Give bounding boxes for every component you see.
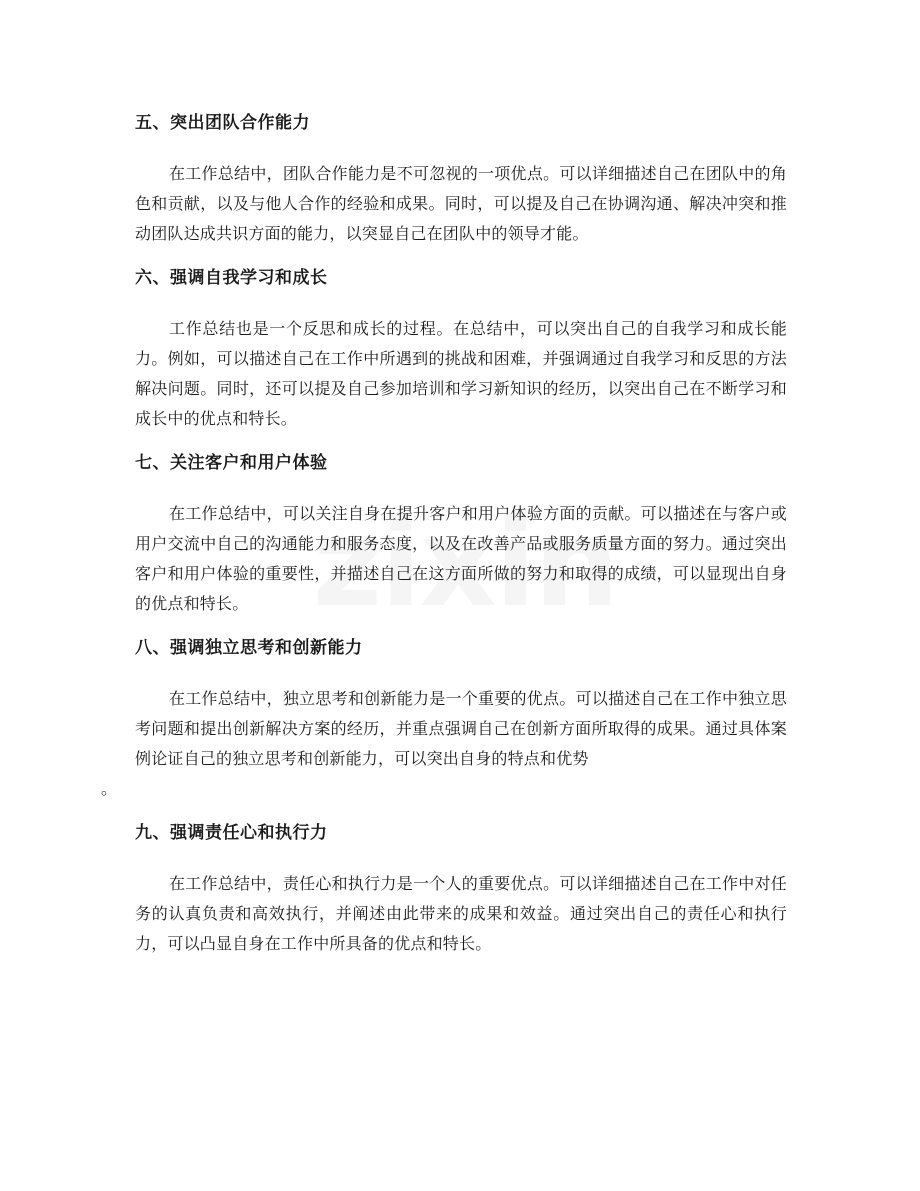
- body-line: 工作总结也是一个反思和成长的过程。在总结中，可以突出自己的自我学习和: [169, 319, 738, 338]
- body-line: 以突出自己在不断学习和成长中的优点和特长。: [135, 379, 787, 428]
- section-body: [135, 499, 787, 619]
- section-body: [101, 684, 787, 804]
- body-line: 成长能力。例如，可以描述自己在工作中所遇到的挑战和困难，并强调通过自我学: [135, 319, 787, 368]
- body-line: 的责任心和执行力，可以凸显自身在工作中所具备的优点和特长。: [135, 904, 787, 953]
- body-line: 成果。通过具体案例论证自己的独立思考和创新能力，可以突出自身的特点和优势: [135, 719, 787, 768]
- body-line: 在工作总结中，责任心和执行力是一个人的重要优点。可以详细描述自己在工: [169, 874, 722, 893]
- section-heading: 七、关注客户和用户体验: [135, 453, 328, 473]
- section-heading: 五、突出团队合作能力: [135, 113, 310, 133]
- section-6: [135, 263, 787, 434]
- body-line: 中独立思考问题和提出创新解决方案的经历，并重点强调自己在创新方面所取得的: [135, 689, 787, 738]
- body-line: 在工作总结中，独立思考和创新能力是一个重要的优点。可以描述自己在工作: [169, 689, 722, 708]
- section-heading: 九、强调责任心和执行力: [135, 823, 328, 843]
- sections: [101, 108, 787, 959]
- body-line: 。: [101, 779, 118, 798]
- section-body: [135, 869, 787, 959]
- body-line: 队中的角色和贡献，以及与他人合作的经验和成果。同时，可以提及自己在协调沟: [135, 164, 787, 213]
- section-5: [135, 108, 787, 249]
- body-line: 在工作总结中，团队合作能力是不可忽视的一项优点。可以详细描述自己在团: [169, 164, 722, 183]
- section-body: [135, 314, 787, 434]
- body-line: 与客户或用户交流中自己的沟通能力和服务态度，以及在改善产品或服务质量方面: [135, 504, 787, 553]
- body-line: 在工作总结中，可以关注自身在提升客户和用户体验方面的贡献。可以描述在: [169, 504, 722, 523]
- body-line: 得的成绩，可以显现出自身的优点和特长。: [135, 564, 787, 613]
- section-8: [101, 633, 787, 804]
- body-line: 习和反思的方法解决问题。同时，还可以提及自己参加培训和学习新知识的经历，: [135, 349, 787, 398]
- body-line: 通、解决冲突和推动团队达成共识方面的能力，以突显自己在团队中的领导才能。: [135, 194, 787, 243]
- section-heading: 六、强调自我学习和成长: [135, 268, 328, 288]
- section-body: [135, 159, 787, 249]
- section-heading: 八、强调独立思考和创新能力: [135, 638, 363, 658]
- section-9: [135, 818, 787, 959]
- body-line: 作中对任务的认真负责和高效执行，并阐述由此带来的成果和效益。通过突出自己: [135, 874, 787, 923]
- body-line: 的努力。通过突出客户和用户体验的重要性，并描述自己在这方面所做的努力和取: [135, 534, 787, 583]
- section-7: [135, 448, 787, 619]
